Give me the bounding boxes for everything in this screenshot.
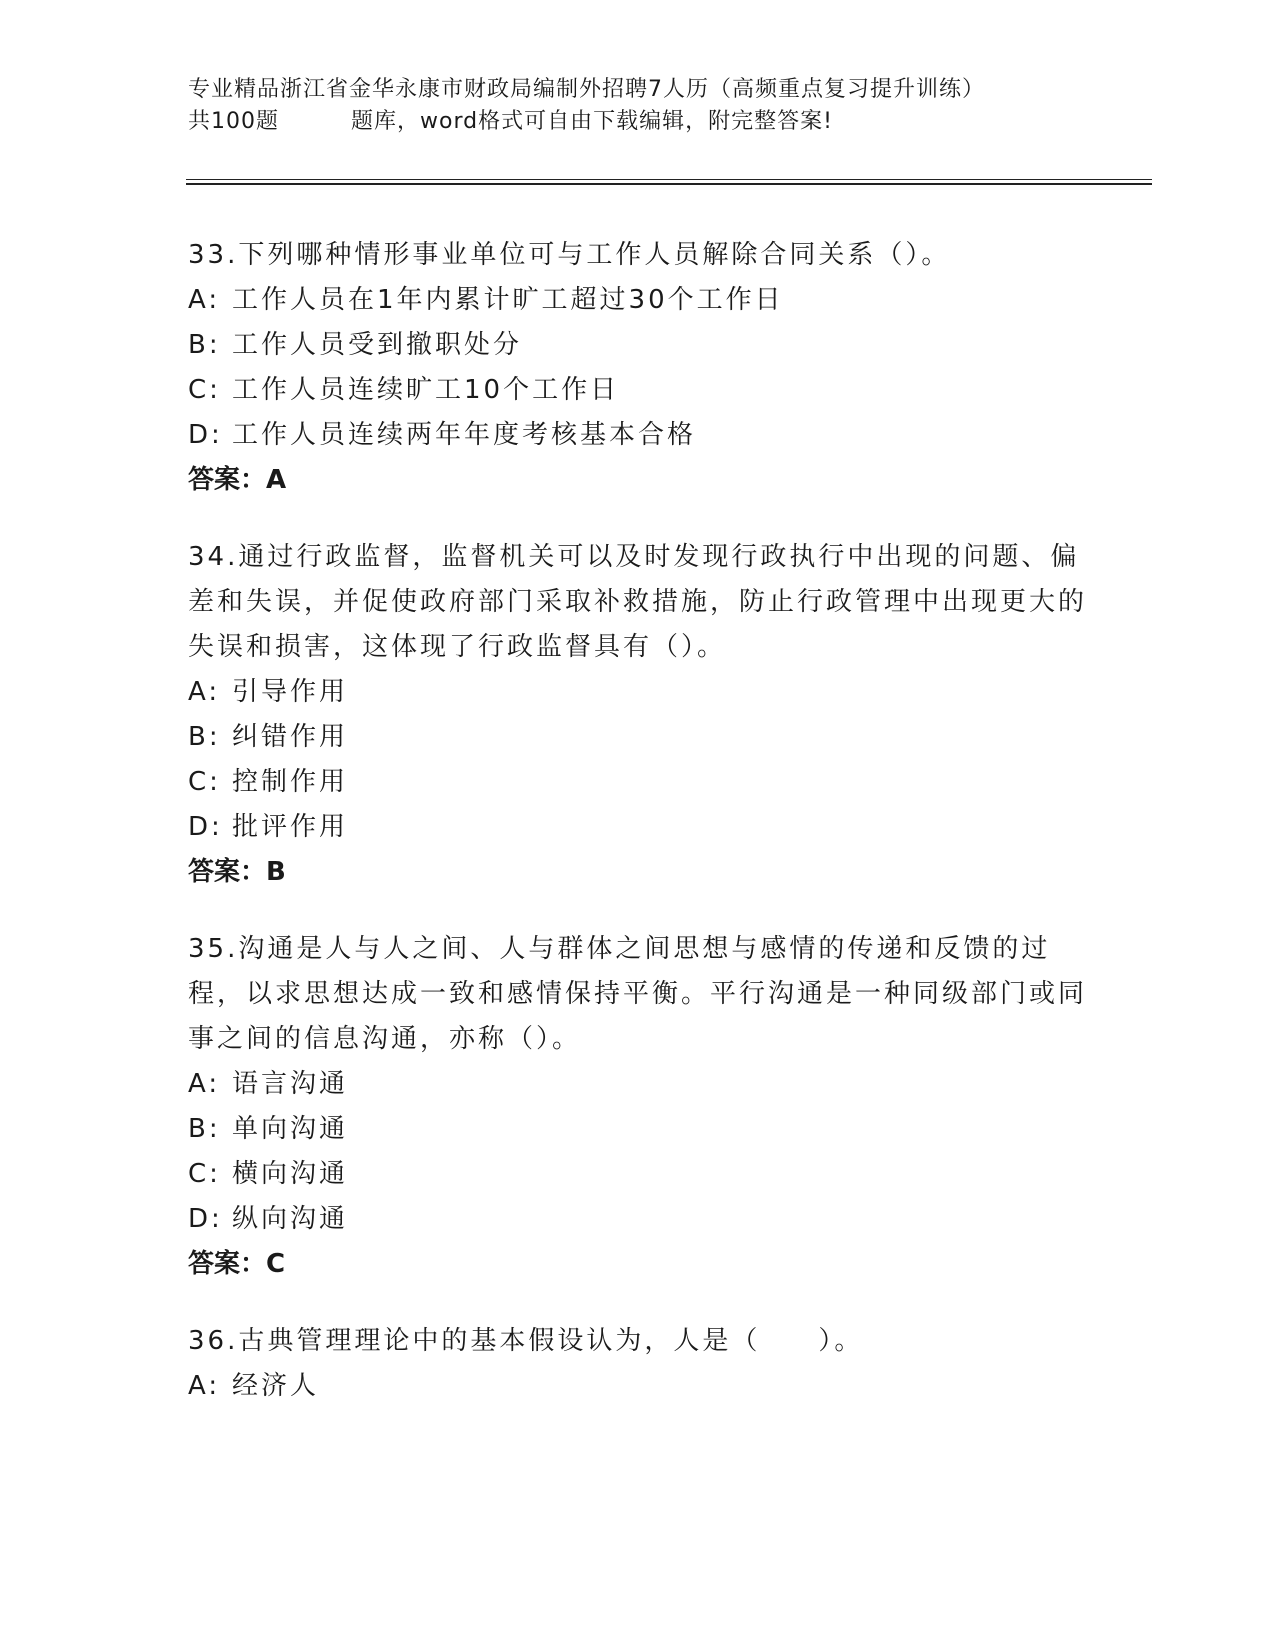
option-a	[188, 670, 1088, 715]
option-text: 横向沟通	[232, 1159, 349, 1189]
option-text: 控制作用	[232, 767, 349, 797]
option-text: 经济人	[232, 1371, 320, 1401]
question-list	[188, 233, 1088, 1441]
question-text: 36.古典管理理论中的基本假设认为，人是（ ）。	[188, 1326, 864, 1356]
question-text: 35.沟通是人与人之间、人与群体之间思想与感情的传递和反馈的过程，以求思想达成一致和感情保持平衡。平行沟通是一种同级部门或同事之间的信息沟通，亦称（）。	[188, 934, 1088, 1054]
header-divider-thick	[186, 183, 1152, 185]
option-key: C:	[188, 375, 221, 405]
option-key: B:	[188, 330, 221, 360]
header-subtitle	[188, 106, 1088, 138]
question-34	[188, 535, 1088, 895]
option-key: A:	[188, 285, 221, 315]
option-d	[188, 413, 1088, 458]
option-text: 批评作用	[232, 812, 349, 842]
option-text: 纠错作用	[232, 722, 349, 752]
option-text: 引导作用	[232, 677, 349, 707]
document-header	[188, 74, 1088, 138]
option-a	[188, 278, 1088, 323]
header-divider-thin	[186, 179, 1152, 180]
option-key: D:	[188, 1204, 223, 1234]
option-key: C:	[188, 1159, 221, 1189]
question-35	[188, 927, 1088, 1287]
option-b	[188, 715, 1088, 760]
option-c	[188, 368, 1088, 413]
option-key: A:	[188, 1371, 221, 1401]
question-33	[188, 233, 1088, 503]
option-key: B:	[188, 722, 221, 752]
option-key: C:	[188, 767, 221, 797]
answer: 答案：A	[188, 465, 287, 495]
answer: 答案：B	[188, 857, 286, 887]
header-description: 题库，word格式可自由下载编辑，附完整答案!	[351, 109, 833, 134]
option-a	[188, 1062, 1088, 1107]
question-text: 33.下列哪种情形事业单位可与工作人员解除合同关系（）。	[188, 240, 951, 270]
option-b	[188, 1107, 1088, 1152]
option-c	[188, 1152, 1088, 1197]
header-count: 共100题	[188, 109, 279, 134]
option-key: A:	[188, 1069, 221, 1099]
option-key: B:	[188, 1114, 221, 1144]
option-text: 工作人员受到撤职处分	[232, 330, 523, 360]
header-title: 专业精品浙江省金华永康市财政局编制外招聘7人历（高频重点复习提升训练）	[188, 77, 985, 102]
option-b	[188, 323, 1088, 368]
option-key: D:	[188, 420, 223, 450]
question-text: 34.通过行政监督，监督机关可以及时发现行政执行中出现的问题、偏差和失误，并促使政府部门采取补救措施，防止行政管理中出现更大的失误和损害，这体现了行政监督具有（）。	[188, 542, 1088, 662]
option-text: 工作人员在1年内累计旷工超过30个工作日	[232, 285, 784, 315]
option-key: A:	[188, 677, 221, 707]
question-36	[188, 1319, 1088, 1409]
option-text: 工作人员连续两年年度考核基本合格	[232, 420, 697, 450]
option-text: 语言沟通	[232, 1069, 349, 1099]
option-d	[188, 805, 1088, 850]
option-text: 工作人员连续旷工10个工作日	[232, 375, 620, 405]
option-text: 纵向沟通	[232, 1204, 349, 1234]
answer: 答案：C	[188, 1249, 286, 1279]
option-key: D:	[188, 812, 223, 842]
option-c	[188, 760, 1088, 805]
option-text: 单向沟通	[232, 1114, 349, 1144]
option-d	[188, 1197, 1088, 1242]
option-a	[188, 1364, 1088, 1409]
